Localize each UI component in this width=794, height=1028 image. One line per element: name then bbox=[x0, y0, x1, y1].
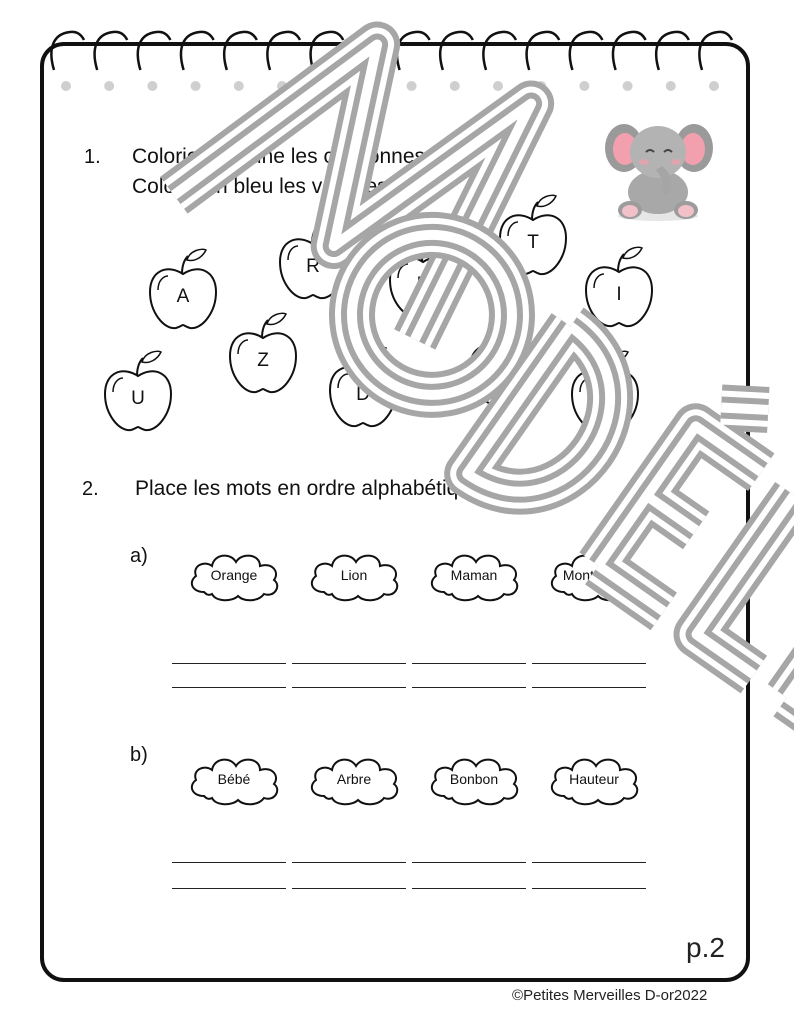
answer-line[interactable] bbox=[292, 663, 406, 664]
answer-line[interactable] bbox=[292, 888, 406, 889]
apple-letter: Z bbox=[257, 350, 269, 371]
cloud-word: Hauteur bbox=[569, 771, 619, 787]
answer-line[interactable] bbox=[532, 862, 646, 863]
copyright-icon: © bbox=[512, 987, 524, 1004]
answer-line[interactable] bbox=[172, 687, 286, 688]
apple-item[interactable] bbox=[582, 244, 656, 330]
copyright-text: Petites Merveilles D-or2022 bbox=[523, 987, 708, 1004]
apple-item[interactable] bbox=[101, 348, 175, 434]
watermark-stroke bbox=[787, 558, 794, 737]
cloud-word: Maman bbox=[450, 567, 498, 583]
apple-letter: O bbox=[597, 388, 613, 409]
question-2-instruction: Place les mots en ordre alphabétique. bbox=[135, 477, 488, 500]
apple-letter: I bbox=[616, 284, 622, 305]
answer-line[interactable] bbox=[172, 663, 286, 664]
cloud-word: Bonbon bbox=[449, 771, 499, 787]
part-a-label: a) bbox=[130, 545, 148, 567]
page-number: p.2 bbox=[686, 932, 725, 963]
answer-line[interactable] bbox=[292, 687, 406, 688]
apple-item[interactable] bbox=[326, 344, 400, 430]
answer-line[interactable] bbox=[172, 888, 286, 889]
word-cloud bbox=[546, 548, 642, 604]
watermark-stroke bbox=[787, 558, 794, 737]
answer-line[interactable] bbox=[532, 663, 646, 664]
apple-letter: A bbox=[176, 286, 190, 307]
apple-letter: E bbox=[416, 274, 430, 295]
answer-line[interactable] bbox=[412, 888, 526, 889]
answer-line[interactable] bbox=[412, 862, 526, 863]
answer-line[interactable] bbox=[292, 862, 406, 863]
question-1-number: 1. bbox=[84, 146, 101, 168]
cloud-word: Orange bbox=[210, 567, 258, 583]
word-cloud bbox=[546, 752, 642, 808]
apple-letter: U bbox=[131, 388, 145, 409]
question-1-instructions bbox=[132, 142, 431, 202]
apple-item[interactable] bbox=[226, 310, 300, 396]
word-cloud bbox=[426, 548, 522, 604]
answer-line[interactable] bbox=[532, 687, 646, 688]
instruction-vowels: Colorie en bleu les voyelles. bbox=[132, 175, 394, 198]
apple-item[interactable] bbox=[146, 246, 220, 332]
apple-letter: R bbox=[306, 256, 320, 277]
apple-letter: T bbox=[527, 232, 539, 253]
word-cloud bbox=[426, 752, 522, 808]
answer-line[interactable] bbox=[412, 687, 526, 688]
word-cloud bbox=[186, 752, 282, 808]
apple-item[interactable] bbox=[568, 348, 642, 434]
word-cloud bbox=[306, 548, 402, 604]
answer-line[interactable] bbox=[412, 663, 526, 664]
apple-letter: D bbox=[356, 384, 370, 405]
apple-item[interactable] bbox=[496, 192, 570, 278]
apple-item[interactable] bbox=[386, 234, 460, 320]
apple-item[interactable] bbox=[276, 216, 350, 302]
watermark-stroke bbox=[787, 558, 794, 737]
part-b-label: b) bbox=[130, 744, 148, 766]
watermark-stroke bbox=[787, 558, 794, 737]
question-2-number: 2. bbox=[82, 478, 99, 500]
apple-item[interactable] bbox=[466, 322, 540, 408]
cloud-word: Montagne bbox=[562, 567, 626, 583]
cloud-word: Arbre bbox=[336, 771, 372, 787]
word-cloud bbox=[306, 752, 402, 808]
elephant-illustration bbox=[600, 108, 716, 224]
instruction-consonants: Colorie en jaune les consonnes. bbox=[132, 145, 431, 168]
copyright-notice bbox=[512, 987, 707, 1004]
answer-line[interactable] bbox=[532, 888, 646, 889]
cloud-word: Lion bbox=[340, 567, 368, 583]
apple-letter: M bbox=[495, 362, 511, 383]
cloud-word: Bébé bbox=[217, 771, 251, 787]
word-cloud bbox=[186, 548, 282, 604]
answer-line[interactable] bbox=[172, 862, 286, 863]
